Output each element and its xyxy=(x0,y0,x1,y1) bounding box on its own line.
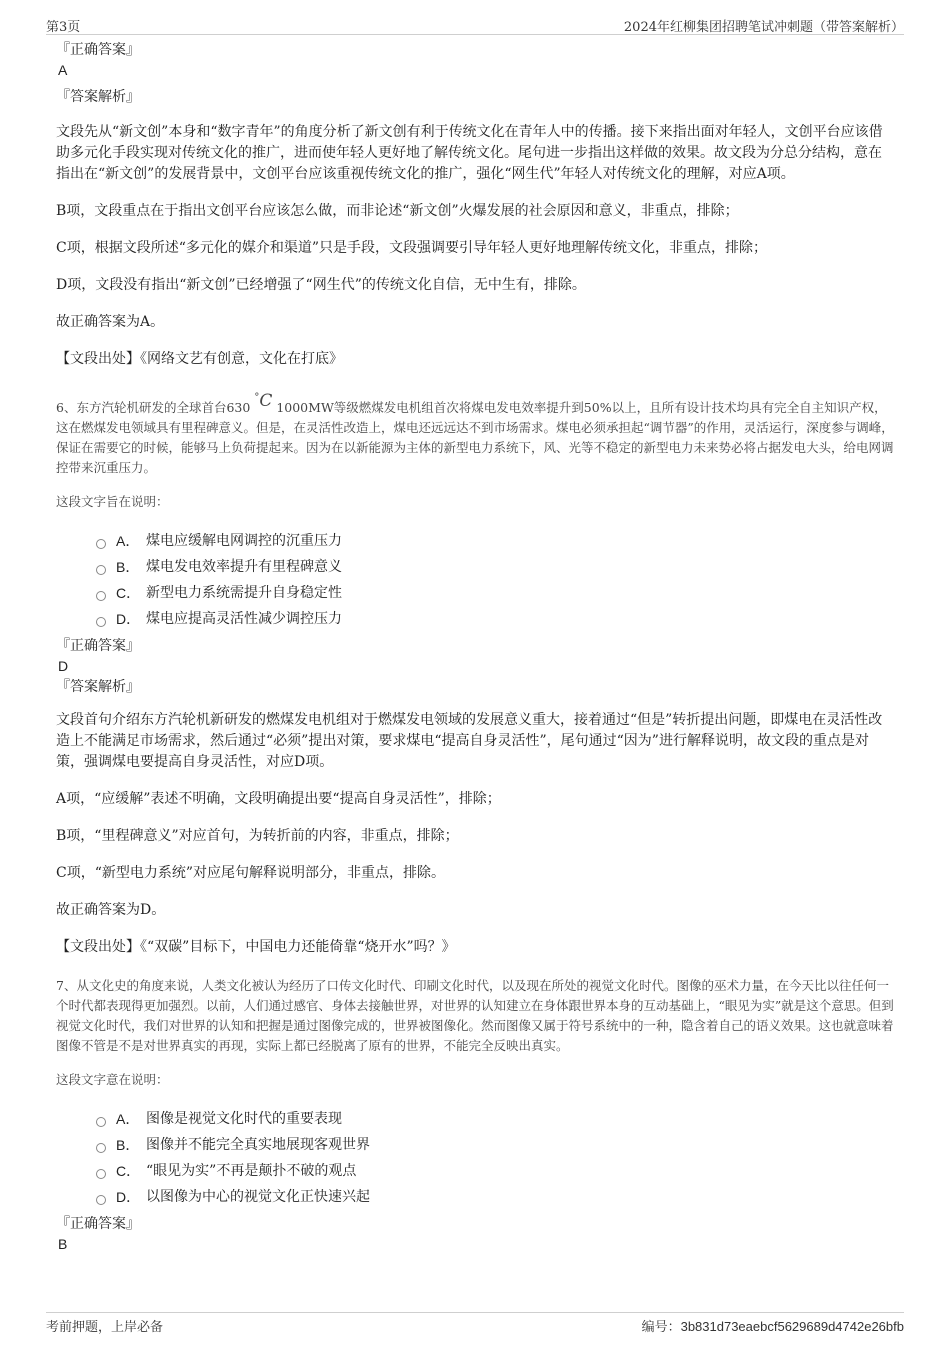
footer-slogan: 考前押题，上岸必备 xyxy=(46,1320,164,1335)
option-d[interactable] xyxy=(96,606,894,632)
option-text: 图像是视觉文化时代的重要表现 xyxy=(146,1111,342,1127)
analysis-option-b: B项，文段重点在于指出文创平台应该怎么做，而非论述“新文创”火爆发展的社会原因和意义，非重点，排除； xyxy=(56,203,739,219)
page-header xyxy=(46,14,904,35)
document-id-label: 编号： xyxy=(641,1320,681,1335)
option-d[interactable] xyxy=(96,1184,894,1210)
option-a[interactable] xyxy=(96,528,894,554)
question-6-text xyxy=(56,388,894,478)
answer-value: B xyxy=(58,1236,68,1252)
option-text: 图像并不能完全真实地展现客观世界 xyxy=(146,1137,370,1153)
document-body xyxy=(56,40,894,1253)
analysis-text: 文段首句介绍东方汽轮机新研发的燃煤发电机组对于燃煤发电领域的发展意义重大，接着通过“但是”转折提出问题，即煤电在灵活性改造上不能满足市场需求，然后通过“必须”提出对策，要求煤电“提高自身灵活性”，尾句通过“因为”进行解释说明，故文段的重点是对策，强调煤电要提高自身灵活性，对应D项。 xyxy=(56,712,883,770)
degree-unit: C xyxy=(259,391,273,411)
answer-label: 『正确答案』 xyxy=(56,1216,140,1232)
answer-label: 『正确答案』 xyxy=(56,638,140,654)
option-letter: A． xyxy=(116,533,140,549)
option-c[interactable] xyxy=(96,1158,894,1184)
document-id xyxy=(642,1316,904,1335)
analysis-option-a: A项，“应缓解”表述不明确，文段明确提出要“提高自身灵活性”，排除； xyxy=(56,791,501,807)
question-7-options xyxy=(96,1106,894,1210)
answer-value: A xyxy=(58,62,68,78)
radio-icon[interactable] xyxy=(96,1169,106,1179)
source: 【文段出处】《“双碳”目标下，中国电力还能倚靠“烧开水”吗？》 xyxy=(56,939,456,955)
option-a[interactable] xyxy=(96,1106,894,1132)
option-c[interactable] xyxy=(96,580,894,606)
option-letter: B． xyxy=(116,559,140,575)
option-text: “眼见为实”不再是颠扑不破的观点 xyxy=(146,1163,357,1179)
radio-icon[interactable] xyxy=(96,1195,106,1205)
option-text: 新型电力系统需提升自身稳定性 xyxy=(146,585,342,601)
page-footer xyxy=(46,1312,904,1337)
answer-value: D xyxy=(58,658,69,674)
analysis-option-b: B项，“里程碑意义”对应首句，为转折前的内容，非重点，排除； xyxy=(56,828,459,844)
source: 【文段出处】《网络文艺有创意，文化在打底》 xyxy=(56,351,343,367)
option-b[interactable] xyxy=(96,554,894,580)
option-letter: C． xyxy=(116,1163,141,1179)
radio-icon[interactable] xyxy=(96,591,106,601)
radio-icon[interactable] xyxy=(96,617,106,627)
option-text: 煤电应缓解电网调控的沉重压力 xyxy=(146,533,342,549)
analysis-text: 文段先从“新文创”本身和“数字青年”的角度分析了新文创有利于传统文化在青年人中的传播。接下来指出面对年轻人，文创平台应该借助多元化手段实现对传统文化的推广，进而使年轻人更好地了解传统文化。尾句进一步指出这样做的效果。故文段为分总分结构，意在指出在“新文创”的发展背景中，文创平台应该重视传统文化的推广，强化“网生代”年轻人对传统文化的理解，对应A项。 xyxy=(56,124,883,182)
document-id-value: 3b831d73eaebcf5629689d4742e26bfb xyxy=(680,1319,904,1334)
radio-icon[interactable] xyxy=(96,565,106,575)
conclusion: 故正确答案为D。 xyxy=(56,902,166,918)
analysis-option-c: C项，“新型电力系统”对应尾句解释说明部分，非重点，排除。 xyxy=(56,865,446,881)
analysis-label: 『答案解析』 xyxy=(56,89,140,105)
analysis-option-d: D项，文段没有指出“新文创”已经增强了“网生代”的传统文化自信，无中生有，排除。 xyxy=(56,277,586,293)
conclusion: 故正确答案为A。 xyxy=(56,314,165,330)
option-letter: D． xyxy=(116,611,141,627)
analysis-option-c: C项，根据文段所述“多元化的媒介和渠道”只是手段，文段强调要引导年轻人更好地理解传统文化，非重点，排除； xyxy=(56,240,768,256)
page-number: 第3页 xyxy=(46,20,81,35)
document-title: 2024年红柳集团招聘笔试冲刺题（带答案解析） xyxy=(623,20,904,35)
degree-celsius-symbol: °C xyxy=(254,391,273,411)
question-6-options xyxy=(96,528,894,632)
question-7-text: 7、从文化史的角度来说，人类文化被认为经历了口传文化时代、印刷文化时代，以及现在所处的视觉文化时代。图像的巫术力量，在今天比以往任何一个时代都表现得更加强烈。以前，人们通过感官、身体去接触世界，对世界的认知建立在身体跟世界本身的互动基础上，“眼见为实”就是这个意思。但到视觉文化时代，我们对世界的认知和把握是通过图像完成的，世界被图像化。然而图像又属于符号系统中的一种，隐含着自己的语义效果。这也就意味着图像不管是不是对世界真实的再现，实际上都已经脱离了原有的世界，不能完全反映出真实。 xyxy=(56,978,894,1053)
option-letter: A． xyxy=(116,1111,140,1127)
option-letter: B． xyxy=(116,1137,140,1153)
radio-icon[interactable] xyxy=(96,1143,106,1153)
option-b[interactable] xyxy=(96,1132,894,1158)
option-letter: D． xyxy=(116,1189,141,1205)
question-6-prompt: 这段文字旨在说明： xyxy=(56,494,169,509)
option-letter: C． xyxy=(116,585,141,601)
question-6-text-a: 6、东方汽轮机研发的全球首台630 xyxy=(56,400,251,415)
option-text: 以图像为中心的视觉文化正快速兴起 xyxy=(146,1189,370,1205)
answer-label: 『正确答案』 xyxy=(56,42,140,58)
option-text: 煤电应提高灵活性减少调控压力 xyxy=(146,611,342,627)
analysis-label: 『答案解析』 xyxy=(56,679,140,695)
radio-icon[interactable] xyxy=(96,1117,106,1127)
radio-icon[interactable] xyxy=(96,539,106,549)
option-text: 煤电发电效率提升有里程碑意义 xyxy=(146,559,342,575)
question-6-text-b: 1000MW等级燃煤发电机组首次将煤电发电效率提升到50%以上，且所有设计技术均具有完全自主知识产权，这在燃煤发电领域具有里程碑意义。但是，在灵活性改造上，煤电还远远达不到市场需求。煤电必须承担起“调节器”的作用，灵活运行，深度参与调峰，保证在需要它的时候，能够马上负荷提起来。因为在以新能源为主体的新型电力系统下，风、光等不稳定的新型电力未来势必将占据发电大头，给电网调控带来沉重压力。 xyxy=(56,400,894,475)
question-7-prompt: 这段文字意在说明： xyxy=(56,1072,169,1087)
